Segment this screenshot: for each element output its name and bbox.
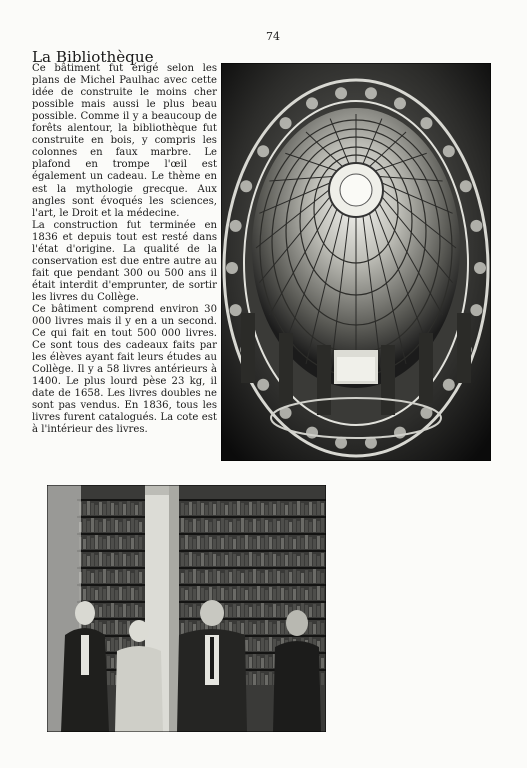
paragraph-1: Ce bâtiment fut érigé selon les plans de Michel Paulhac avec cette idée de construite le moins cher possible mais aussi le plus beau possible. Comme il y a beaucoup de forêts alentour, la bibliothèque fut construite en bois, y compris les colonnes en faux marbre. Le plafond en trompe l'œil est également un cadeau. Le thème en est la mythologie grecque. Aux angles sont évoqués les sciences, l'art, le Droit et la médecine. [32,63,217,219]
library-illustration [47,485,326,732]
library-group-photo [47,485,326,732]
section-title: La Bibliothèque [32,48,154,66]
paragraph-2: La construction fut terminée en 1836 et depuis tout est resté dans l'état d'origine. La qualité de la conservation est due entre autre au fait que pendant 300 ou 500 ans il était interdit d'emprunter, de sortir les livres du Collège. [32,219,217,303]
dome-illustration [221,63,491,461]
article-text [32,48,217,437]
paragraph-3: Ce bâtiment comprend environ 30 000 livres mais il y en a un second. Ce qui fait en tout 500 000 livres. Ce sont tous des cadeaux faits par les élèves ayant fait leurs études au Collège. Il y a 58 livres antérieurs à 1400. Le plus lourd pèse 23 kg, il date de 1658. Les livres doubles ne sont pas vendus. En 1836, tous les livres furent catalogués. La cote est à l'intérieur des livres. [32,303,217,436]
dome-photo [221,63,491,461]
page-number: 74 [266,30,280,43]
